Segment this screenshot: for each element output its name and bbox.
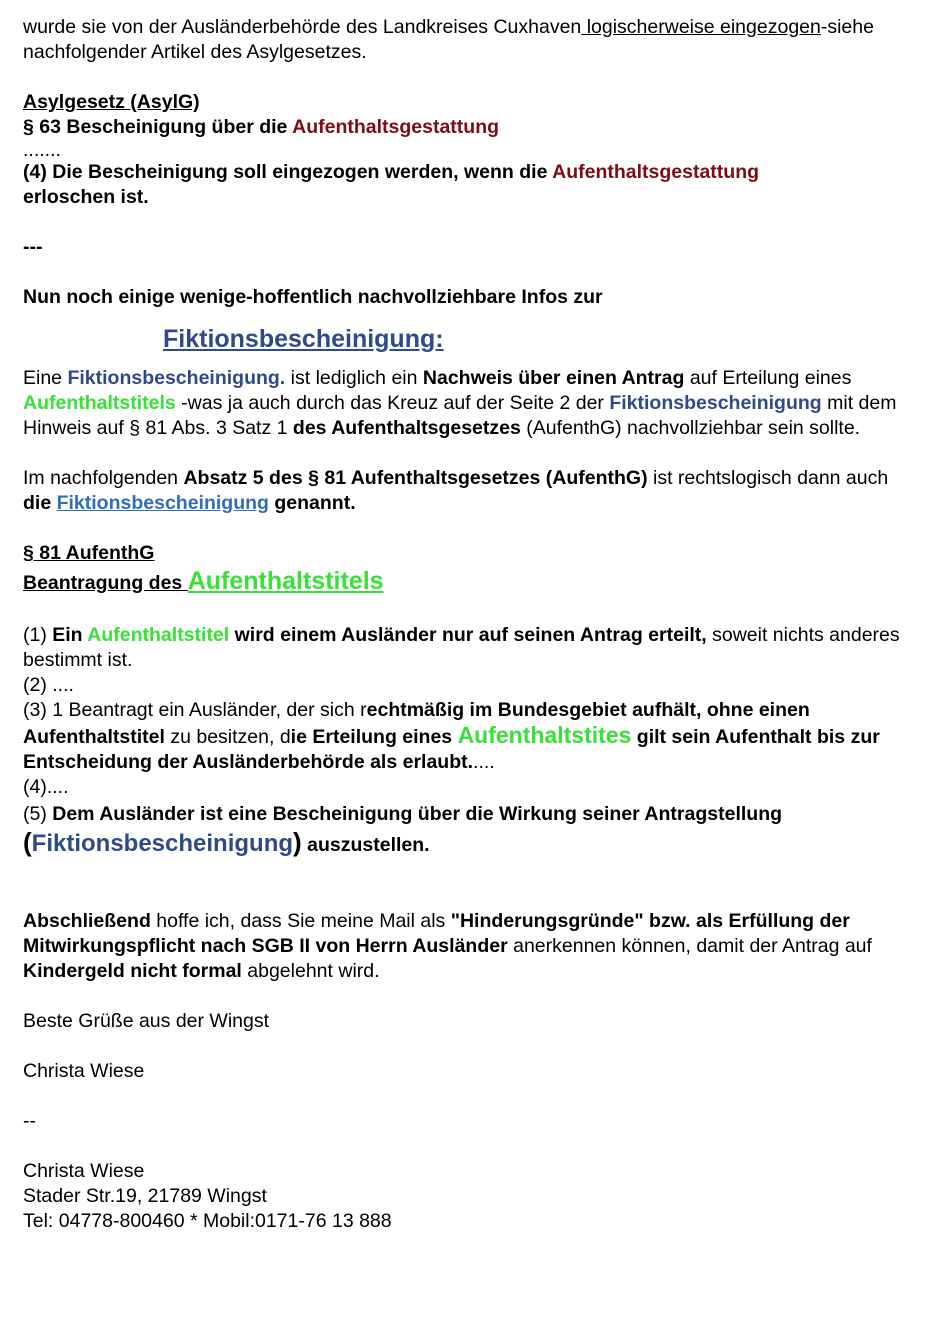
aufenthg-subheading: Beantragung des Aufenthaltstitels bbox=[23, 567, 384, 595]
aufenthg-subsection-1: (1) Ein Aufenthaltstitel wird einem Ausländer nur auf seinen Antrag erteilt, soweit nichts anderes bestimmt ist. bbox=[23, 624, 900, 671]
highlight-red: Aufenthaltsgestattung bbox=[552, 161, 760, 183]
fiktion-link[interactable]: Fiktionsbescheinigung bbox=[56, 492, 269, 514]
signature-separator: -- bbox=[23, 1110, 36, 1132]
highlight-red: Aufenthaltsgestattung bbox=[292, 116, 500, 138]
sender-name: Christa Wiese bbox=[23, 1060, 145, 1082]
asylg-heading: Asylgesetz (AsylG) bbox=[23, 91, 200, 113]
aufenthg-subsection-5: (5) Dem Ausländer ist eine Bescheinigung über die Wirkung seiner Antragstellung (Fiktionsbescheinigung) auszustellen. bbox=[23, 803, 783, 857]
info-line: Nun noch einige wenige-hoffentlich nachvollziehbare Infos zur bbox=[23, 286, 603, 308]
aufenthg-heading: § 81 AufenthG bbox=[23, 542, 155, 564]
signature-phone: Tel: 04778-800460 * Mobil:0171-76 13 888 bbox=[23, 1210, 392, 1232]
aufenthg-subsection-3: (3) 1 Beantragt ein Ausländer, der sich rechtmäßig im Bundesgebiet aufhält, ohne einen Aufenthaltstitel zu besitzen, die Erteilung eines Aufenthaltstites gilt sein Aufenthalt bis zur Entscheidung der Ausländerbehörde als erlaubt..... bbox=[23, 699, 880, 773]
fiktion-paragraph-2: Im nachfolgenden Absatz 5 des § 81 Aufenthaltsgesetzes (AufenthG) ist rechtslogisch dann auch die Fiktionsbescheinigung genannt. bbox=[23, 467, 889, 514]
aufenthg-subsection-2: (2) .... bbox=[23, 674, 74, 696]
signature-name: Christa Wiese bbox=[23, 1160, 145, 1182]
aufenthg-subsection-4: (4).... bbox=[23, 776, 69, 798]
fiktion-paragraph-1: Eine Fiktionsbescheinigung. ist lediglich ein Nachweis über einen Antrag auf Erteilung eines Aufenthaltstitels -was ja auch durch das Kreuz auf der Seite 2 der Fiktionsbescheinigung mit dem Hinweis auf § 81 Abs. 3 Satz 1 des Aufenthaltsgesetzes (AufenthG) nachvollziehbar sein sollte. bbox=[23, 367, 897, 439]
greeting: Beste Grüße aus der Wingst bbox=[23, 1010, 270, 1032]
closing-paragraph: Abschließend hoffe ich, dass Sie meine Mail als "Hinderungsgründe" bzw. als Erfüllung der Mitwirkungspflicht nach SGB II von Herrn Ausländer anerkennen können, damit der Antrag auf Kindergeld nicht formal abgelehnt wird. bbox=[23, 910, 872, 982]
intro-text: wurde sie von der Ausländerbehörde des Landkreises Cuxhaven bbox=[23, 16, 582, 38]
fiktion-title: Fiktionsbescheinigung: bbox=[163, 325, 444, 353]
intro-text-end: -siehe nachfolgender Artikel des Asylgesetzes. bbox=[23, 16, 874, 63]
signature-address: Stader Str.19, 21789 Wingst bbox=[23, 1185, 267, 1207]
intro-paragraph bbox=[23, 15, 918, 65]
asylg-ellipsis: ....... bbox=[23, 139, 61, 161]
intro-underlined-text: logischerweise eingezogen bbox=[581, 16, 821, 38]
asylg-subsection-4: (4) Die Bescheinigung soll eingezogen werden, wenn die Aufenthaltsgestattung erloschen ist. bbox=[23, 161, 760, 208]
asylg-paragraph-title: § 63 Bescheinigung über die Aufenthaltsgestattung bbox=[23, 116, 500, 138]
separator: --- bbox=[23, 236, 43, 258]
